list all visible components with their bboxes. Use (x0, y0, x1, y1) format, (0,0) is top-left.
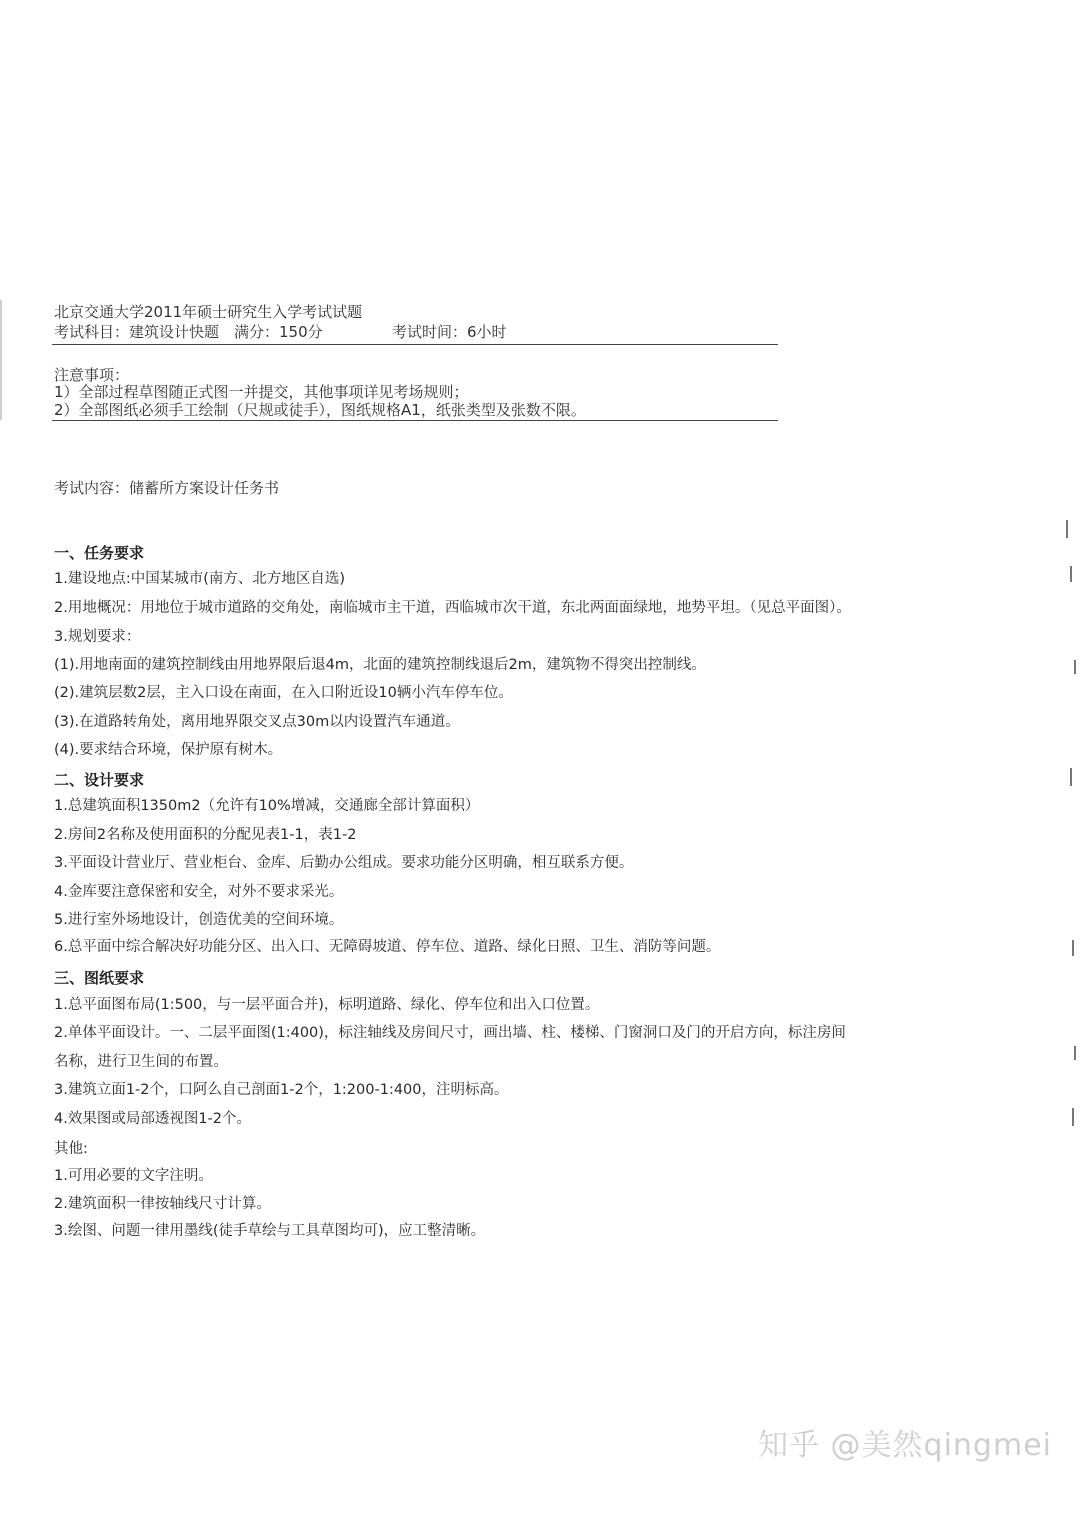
section-2-line-3: 3.平面设计营业厅、营业柜台、金库、后勤办公组成。要求功能分区明确，相互联系方便。 (54, 855, 634, 871)
scan-mark (1074, 660, 1076, 674)
section-3-line-5: 4.效果图或局部透视图1-2个。 (54, 1111, 252, 1127)
scan-mark (1070, 768, 1072, 786)
section-1-line-7: (4).要求结合环境，保护原有树木。 (54, 742, 283, 758)
section-2-line-4: 4.金库要注意保密和安全，对外不要求采光。 (54, 884, 344, 900)
other-line-2: 2.建筑面积一律按轴线尺寸计算。 (54, 1196, 271, 1212)
section-1-line-1: 1.建设地点:中国某城市(南方、北方地区自选) (54, 571, 346, 587)
section-3-line-1: 1.总平面图布局(1:500，与一层平面合并)，标明道路、绿化、停车位和出入口位置。 (54, 997, 600, 1013)
exam-content: 考试内容：储蓄所方案设计任务书 (54, 479, 280, 497)
scan-mark (1072, 1108, 1074, 1126)
exam-title: 北京交通大学2011年硕士研究生入学考试试题 (54, 303, 363, 321)
section-3-line-2: 2.单体平面设计。一、二层平面图(1:400)，标注轴线及房间尺寸，画出墙、柱、楼梯、门窗洞口及门的开启方向，标注房间 (54, 1025, 846, 1041)
section-1-line-2: 2.用地概况：用地位于城市道路的交角处，南临城市主干道，西临城市次干道，东北两面面绿地，地势平坦。（见总平面图）。 (54, 600, 851, 616)
section-3-title: 三、图纸要求 (54, 969, 145, 987)
other-line-1: 1.可用必要的文字注明。 (54, 1168, 213, 1184)
scan-mark (1070, 566, 1072, 582)
section-3-line-3: 名称，进行卫生间的布置。 (54, 1054, 228, 1070)
section-2-line-2: 2.房间2名称及使用面积的分配见表1-1，表1-2 (54, 827, 357, 843)
other-title: 其他: (54, 1141, 88, 1157)
watermark: 知乎 @美然qingmei (758, 1428, 1052, 1463)
exam-subject-line: 考试科目：建筑设计快题 满分：150分 (54, 323, 323, 341)
exam-time-line: 考试时间：6小时 (392, 323, 507, 341)
section-2-line-5: 5.进行室外场地设计，创造优美的空间环境。 (54, 912, 344, 928)
notes-item-1: 1）全部过程草图随正式图一并提交，其他事项详见考场规则； (54, 383, 469, 401)
section-3-line-4: 3.建筑立面1-2个，口阿么自己剖面1-2个，1:200-1:400，注明标高。 (54, 1082, 509, 1098)
section-1-line-5: (2).建筑层数2层，主入口设在南面，在入口附近设10辆小汽车停车位。 (54, 685, 513, 701)
section-1-title: 一、任务要求 (54, 544, 145, 562)
scan-mark (1066, 520, 1068, 538)
section-1-line-6: (3).在道路转角处，离用地界限交叉点30m以内设置汽车通道。 (54, 714, 460, 730)
section-2-title: 二、设计要求 (54, 771, 145, 789)
section-1-line-3: 3.规划要求： (54, 629, 141, 645)
scan-edge-shadow (0, 300, 2, 420)
divider-top (52, 344, 778, 345)
notes-heading: 注意事项： (54, 366, 130, 384)
divider-bottom (52, 420, 778, 421)
other-line-3: 3.绘图、问题一律用墨线(徒手草绘与工具草图均可)，应工整清晰。 (54, 1223, 486, 1239)
section-2-line-1: 1.总建筑面积1350m2（允许有10%增减，交通廊全部计算面积） (54, 798, 480, 814)
scan-mark (1074, 1046, 1076, 1060)
section-2-line-6: 6.总平面中综合解决好功能分区、出入口、无障碍坡道、停车位、道路、绿化日照、卫生、消防等问题。 (54, 939, 721, 955)
section-1-line-4: (1).用地南面的建筑控制线由用地界限后退4m，北面的建筑控制线退后2m，建筑物不得突出控制线。 (54, 657, 706, 673)
scan-mark (1072, 940, 1074, 956)
notes-item-2: 2）全部图纸必须手工绘制（尺规或徒手），图纸规格A1，纸张类型及张数不限。 (54, 401, 586, 419)
